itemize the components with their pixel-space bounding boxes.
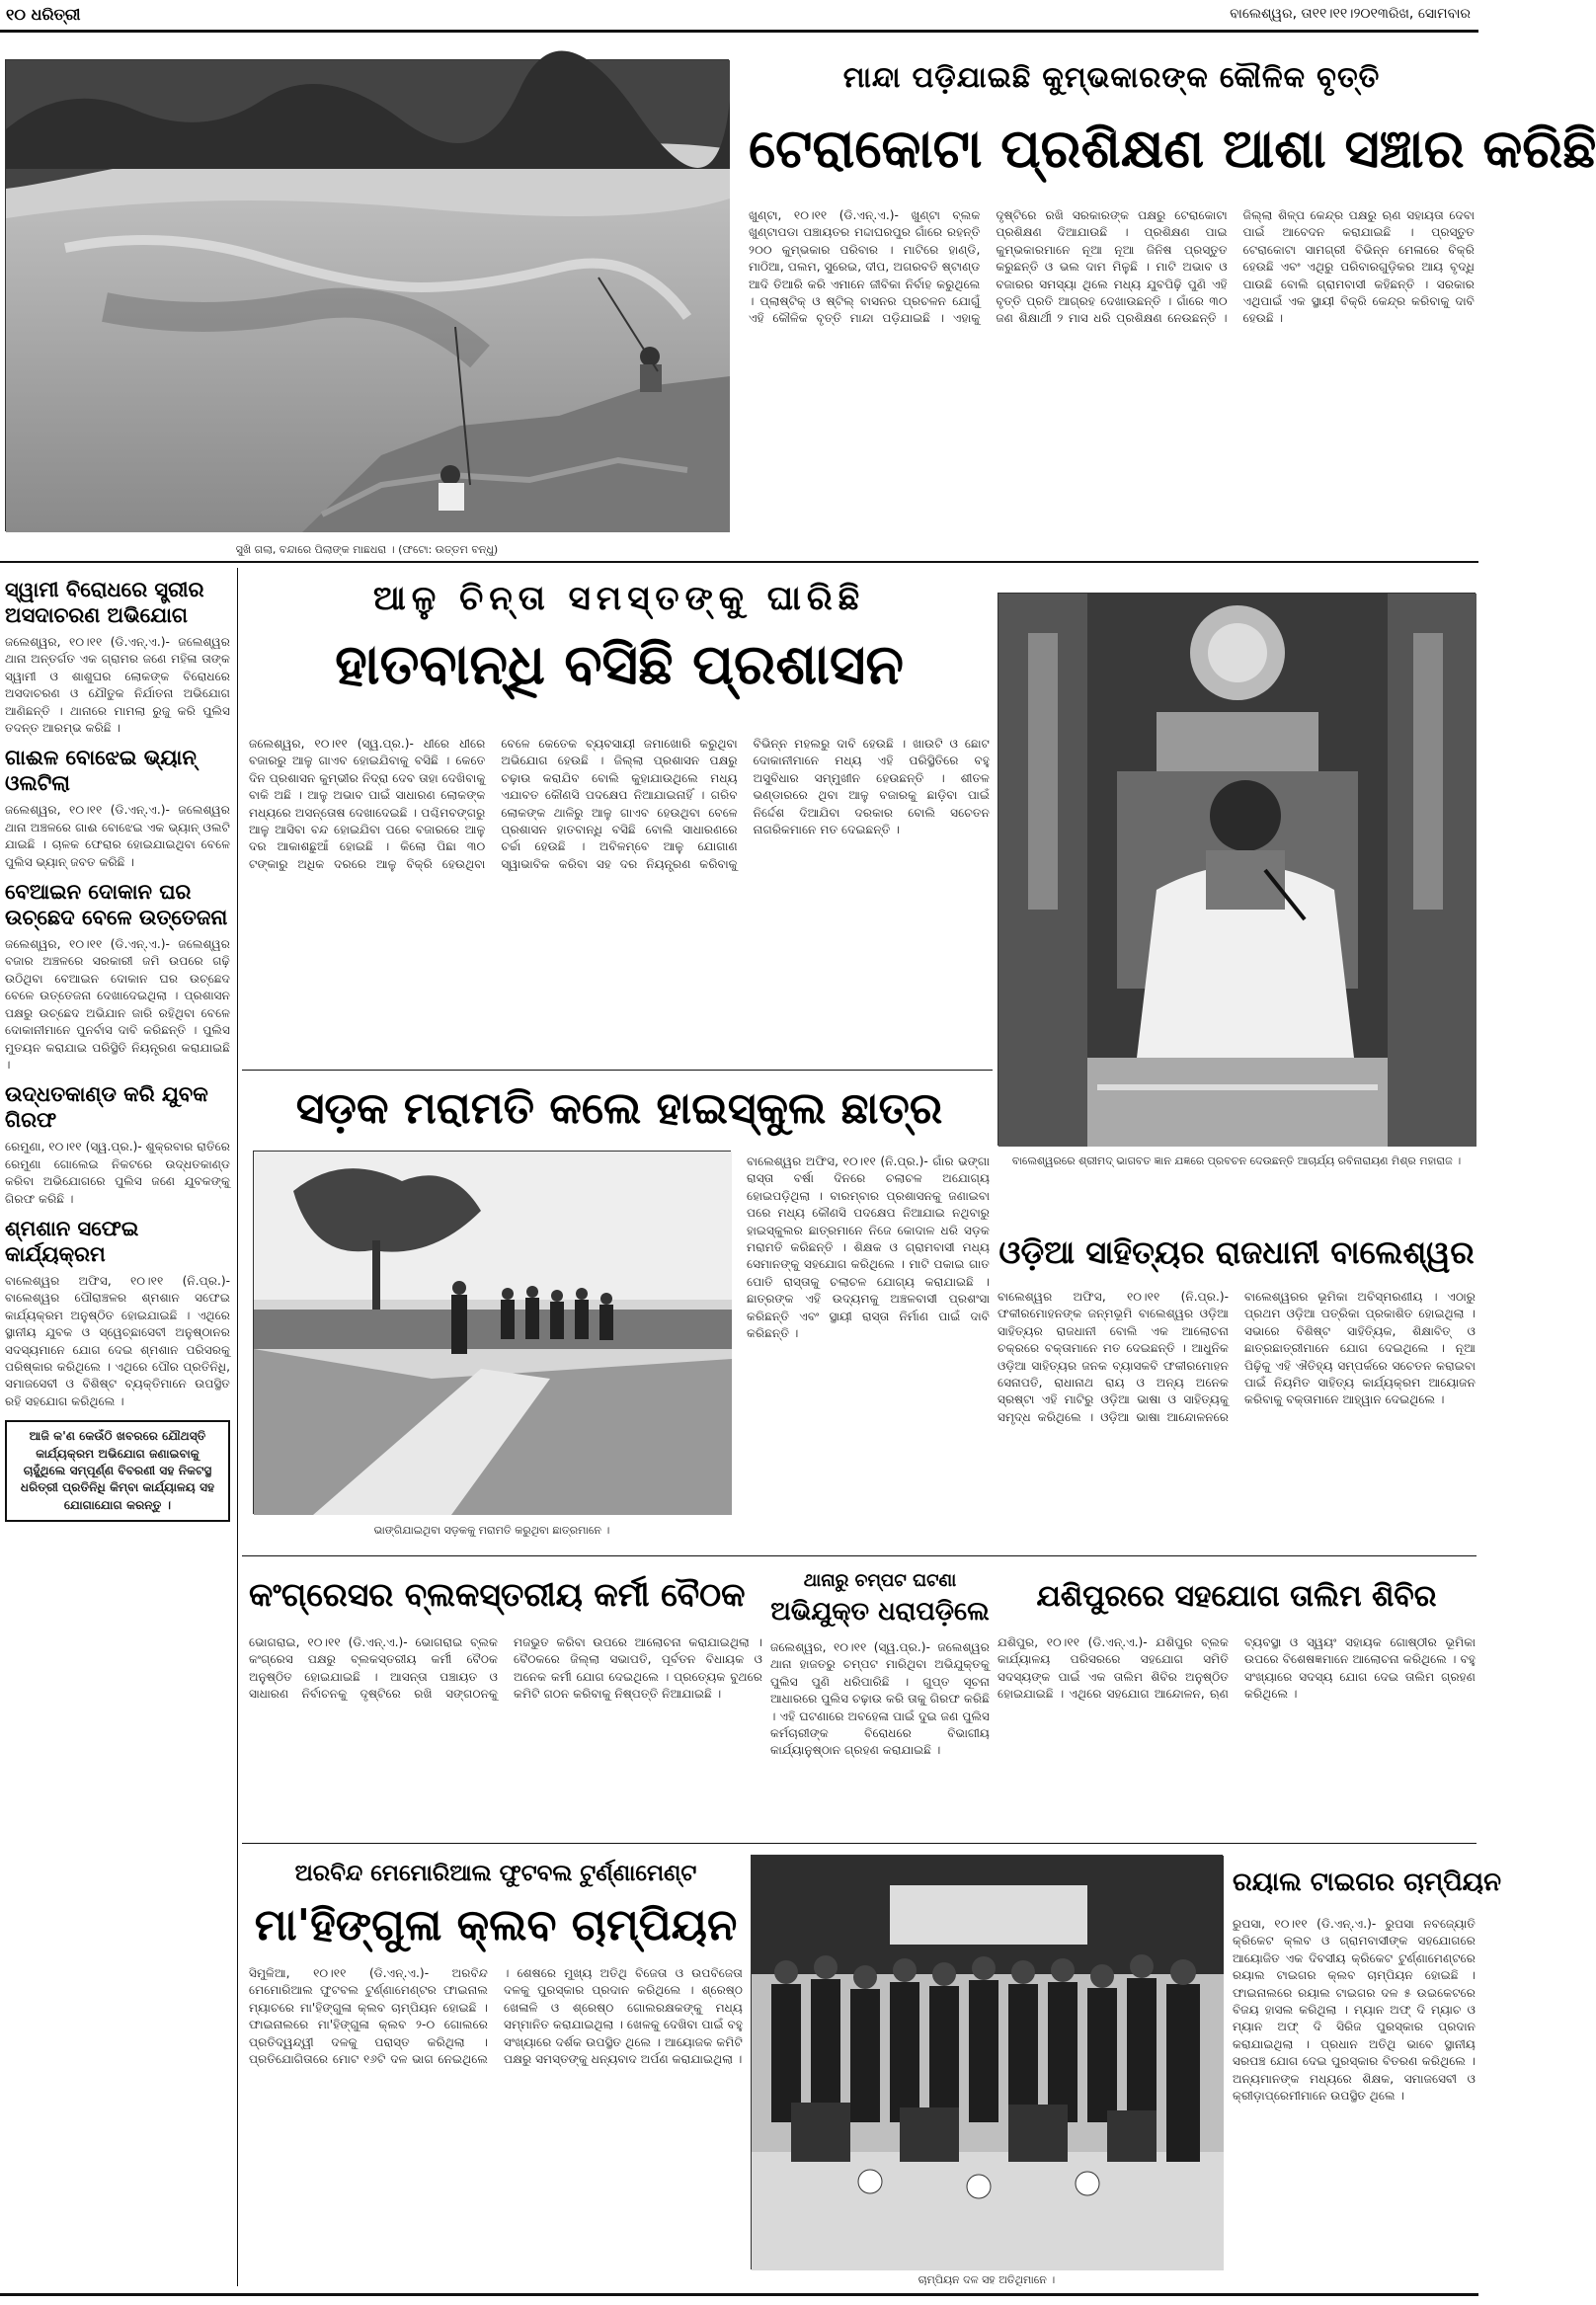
story8-headline: ଯଶିପୁରରେ ସହଯୋଗ ତାଲିମ ଶିବିର — [1036, 1579, 1437, 1614]
football-photo-caption: ଚାମ୍ପିୟନ ଦଳ ସହ ଅତିଥିମାନେ । — [918, 2273, 1056, 2286]
story4-headline: ସଡ଼କ ମରାମତି କଲେ ହାଇସ୍କୁଲ ଛାତ୍ର — [295, 1083, 943, 1134]
story6-headline: କଂଗ୍ରେସର ବ୍ଲକସ୍ତରୀୟ କର୍ମୀ ବୈଠକ — [249, 1575, 746, 1614]
story4-body: ବାଲେଶ୍ୱର ଅଫିସ, ୧୦।୧୧ (ନି.ପ୍ର.)- ଗାଁର ଭଙ୍ଗା ରାସ୍ତା ବର୍ଷା ଦିନରେ ଚଲାଚଳ ଅଯୋଗ୍ୟ ହୋଇପଡ଼ିଥିଲା । ବାରମ୍ବାର ପ୍ରଶାସନକୁ ଜଣାଇବା ପରେ ମଧ୍ୟ କୌଣସି ପଦକ୍ଷେପ ନିଆଯାଇ ନଥିବାରୁ ହାଇସ୍କୁଲର ଛାତ୍ରମାନେ ନିଜେ କୋଦାଳ ଧରି ସଡ଼କ ମରାମତି କରିଛନ୍ତି । ଶିକ୍ଷକ ଓ ଗ୍ରାମବାସୀ ମଧ୍ୟ ସେମାନଙ୍କୁ ସହଯୋଗ କରିଥିଲେ । ମାଟି ପକାଇ ଗାତ ପୋତି ରାସ୍ତାକୁ ଚଲାଚଳ ଯୋଗ୍ୟ କରାଯାଇଛି । ଛାତ୍ରଙ୍କ ଏହି ଉଦ୍ୟମକୁ ଅଞ୍ଚଳବାସୀ ପ୍ରଶଂସା କରିଛନ୍ତି ଏବଂ ସ୍ଥାୟୀ ରାସ୍ତା ନିର୍ମାଣ ପାଇଁ ଦାବି କରିଛନ୍ତି । — [747, 1154, 990, 1341]
sidebar-s1-headline: ସ୍ୱାମୀ ବିରୋଧରେ ସ୍ତ୍ରୀର ଅସଦାଚରଣ ଅଭିଯୋଗ — [5, 578, 204, 627]
story9-headline: ମା'ହିଙ୍ଗୁଳା କ୍ଲବ ଚାମ୍ପିୟନ — [254, 1900, 738, 1950]
story2-headline: ହାତବାନ୍ଧି ବସିଛି ପ୍ରଶାସନ — [335, 633, 904, 697]
story6-body: ଭୋଗରାଇ, ୧୦।୧୧ (ଡି.ଏନ୍.ଏ.)- ଭୋଗରାଇ ବ୍ଲକ କଂଗ୍ରେସ ପକ୍ଷରୁ ବ୍ଲକସ୍ତରୀୟ କର୍ମୀ ବୈଠକ ଅନୁଷ୍ଠିତ ହୋଇଯାଇଛି । ଆସନ୍ତା ପଞ୍ଚାୟତ ଓ ସାଧାରଣ ନିର୍ବାଚନକୁ ଦୃଷ୍ଟିରେ ରଖି ସଙ୍ଗଠନକୁ ମଜଭୁତ କରିବା ଉପରେ ଆଲୋଚନା କରାଯାଇଥିଲା । ବୈଠକରେ ଜିଲ୍ଲା ସଭାପତି, ପୂର୍ବତନ ବିଧାୟକ ଓ ଅନେକ କର୍ମୀ ଯୋଗ ଦେଇଥିଲେ । ପ୍ରତ୍ୟେକ ବୁଥରେ କମିଟି ଗଠନ କରିବାକୁ ନିଷ୍ପତ୍ତି ନିଆଯାଇଛି । — [249, 1635, 762, 1702]
story1-headline: ଟେରାକୋଟା ପ୍ରଶିକ୍ଷଣ ଆଶା ସଞ୍ଚାର କରିଛି — [749, 118, 1596, 180]
story10-headline-box — [1233, 1859, 1502, 1908]
rule-under-story1 — [0, 561, 1478, 563]
story7-headline: ଅଭିଯୁକ୍ତ ଧରାପଡ଼ିଲେ — [770, 1597, 990, 1627]
road-photo — [253, 1151, 731, 1514]
sidebar-notice-box: ଆଜି କ'ଣ କେଉଁଠି ଖବରରେ ଯୌଥସ୍ତି କାର୍ଯ୍ୟକ୍ରମ ଅଭିଯୋଗ ଜଣାଇବାକୁ ଚାହୁଁଥିଲେ ସମ୍ପୂର୍ଣ୍ଣ ବିବରଣୀ ସହ ନିକଟସ୍ଥ ଧରିତ୍ରୀ ପ୍ରତିନିଧି କିମ୍ବା କାର୍ଯ୍ୟାଳୟ ସହ ଯୋଗାଯୋଗ କରନ୍ତୁ । — [5, 1420, 230, 1522]
bottom-rule — [0, 2293, 1478, 2296]
story5-headline-box — [998, 1225, 1476, 1282]
masthead-rule — [0, 30, 1478, 33]
sidebar-left — [5, 571, 230, 2284]
story10-body: ରୁପସା, ୧୦।୧୧ (ଡି.ଏନ୍.ଏ.)- ରୁପସା ନବଜ୍ୟୋତି କ୍ରିକେଟ କ୍ଲବ ଓ ଗ୍ରାମବାସୀଙ୍କ ସହଯୋଗରେ ଆୟୋଜିତ ଏକ ଦିବସୀୟ କ୍ରିକେଟ ଟୁର୍ଣ୍ଣାମେଣ୍ଟରେ ରୟାଲ ଟାଇଗର କ୍ଲବ ଚାମ୍ପିୟନ ହୋଇଛି । ଫାଇନାଲରେ ରୟାଲ ଟାଇଗର ଦଳ ୫ ଉଇକେଟରେ ବିଜୟ ହାସଲ କରିଥିଲା । ମ୍ୟାନ ଅଫ୍ ଦି ମ୍ୟାଚ ଓ ମ୍ୟାନ ଅଫ୍ ଦି ସିରିଜ ପୁରସ୍କାର ପ୍ରଦାନ କରାଯାଇଥିଲା । ପ୍ରଧାନ ଅତିଥି ଭାବେ ସ୍ଥାନୀୟ ସରପଞ୍ଚ ଯୋଗ ଦେଇ ପୁରସ୍କାର ବିତରଣ କରିଥିଲେ । ଅନ୍ୟମାନଙ୍କ ମଧ୍ୟରେ ଶିକ୍ଷକ, ସମାଜସେବୀ ଓ କ୍ରୀଡ଼ାପ୍ରେମୀମାନେ ଉପସ୍ଥିତ ଥିଲେ । — [1233, 1917, 1476, 2104]
story7-body: ଜଲେଶ୍ୱର, ୧୦।୧୧ (ସ୍ୱ.ପ୍ର.)- ଜଲେଶ୍ୱର ଥାନା ହାଜତରୁ ଚମ୍ପଟ ମାରିଥିବା ଅଭିଯୁକ୍ତକୁ ପୁଲିସ ପୁଣି ଧରିପାରିଛି । ଗୁପ୍ତ ସୂଚନା ଆଧାରରେ ପୁଲିସ ଚଢ଼ାଉ କରି ତାକୁ ଗିରଫ କରିଛି । ଏହି ଘଟଣାରେ ଅବହେଳା ପାଇଁ ଦୁଇ ଜଣ ପୁଲିସ କର୍ମଚାରୀଙ୍କ ବିରୋଧରେ ବିଭାଗୀୟ କାର୍ଯ୍ୟାନୁଷ୍ଠାନ ଗ୍ରହଣ କରାଯାଇଛି । — [770, 1640, 990, 1758]
priest-photo-caption: ବାଲେଶ୍ୱରରେ ଶ୍ରୀମଦ୍ ଭାଗବତ ଜ୍ଞାନ ଯଜ୍ଞରେ ପ୍ରବଚନ ଦେଉଛନ୍ତି ଆଚାର୍ଯ୍ୟ ରବିନାରାୟଣ ମିଶ୍ର ମହାରାଜ । — [1011, 1154, 1462, 1167]
pond-photo-caption: ସୁଖି ଗଲା, ବନ୍ଦାରେ ପିଲାଙ୍କ ମାଛଧରା । (ଫଟୋ: ଉତ୍ତମ ବନ୍ଧୁ) — [235, 543, 499, 556]
story8-headline-box — [998, 1572, 1476, 1624]
story1-kicker-box — [749, 57, 1475, 101]
rule-mid-3 — [242, 1843, 1476, 1844]
sidebar-s5-headline: ଶ୍ମଶାନ ସଫେଇ କାର୍ଯ୍ୟକ୍ରମ — [5, 1216, 139, 1266]
story10-headline: ରୟାଲ ଟାଇଗର ଚାମ୍ପିୟନ — [1233, 1868, 1502, 1897]
sidebar-s3-headline: ବେଆଇନ ଦୋକାନ ଘର ଉଚ୍ଛେଦ ବେଳେ ଉତ୍ତେଜନା — [5, 880, 228, 930]
sidebar-s4-headline: ଉଦ୍ଧତକାଣ୍ଡ କରି ଯୁବକ ଗିରଫ — [5, 1082, 208, 1133]
football-team-photo — [751, 1855, 1223, 2269]
story1-kicker: ମାନ୍ଦା ପଡ଼ିଯାଇଛି କୁମ୍ଭକାରଙ୍କ କୌଳିକ ବୃତ୍ତି — [842, 60, 1381, 94]
pond-photo — [5, 59, 729, 531]
story9-body: ସିମୁଳିଆ, ୧୦।୧୧ (ଡି.ଏନ୍.ଏ.)- ଅରବିନ୍ଦ ମେମୋରିଆଲ ଫୁଟବଲ ଟୁର୍ଣ୍ଣାମେଣ୍ଟର ଫାଇନାଲ ମ୍ୟାଚରେ ମା'ହିଙ୍ଗୁଳା କ୍ଲବ ଚାମ୍ପିୟନ ହୋଇଛି । ଫାଇନାଲରେ ମା'ହିଙ୍ଗୁଳା କ୍ଲବ ୨-୦ ଗୋଲରେ ପ୍ରତିଦ୍ୱନ୍ଦ୍ୱୀ ଦଳକୁ ପରାସ୍ତ କରିଥିଲା । ପ୍ରତିଯୋଗିତାରେ ମୋଟ ୧୬ଟି ଦଳ ଭାଗ ନେଇଥିଲେ । ଶେଷରେ ମୁଖ୍ୟ ଅତିଥି ବିଜେତା ଓ ଉପବିଜେତା ଦଳକୁ ପୁରସ୍କାର ପ୍ରଦାନ କରିଥିଲେ । ଶ୍ରେଷ୍ଠ ଖେଳାଳି ଓ ଶ୍ରେଷ୍ଠ ଗୋଲରକ୍ଷକଙ୍କୁ ମଧ୍ୟ ସମ୍ମାନିତ କରାଯାଇଥିଲା । ଖେଳକୁ ଦେଖିବା ପାଇଁ ବହୁ ସଂଖ୍ୟାରେ ଦର୍ଶକ ଉପସ୍ଥିତ ଥିଲେ । ଆୟୋଜକ କମିଟି ପକ୍ଷରୁ ସମସ୍ତଙ୍କୁ ଧନ୍ୟବାଦ ଅର୍ପଣ କରାଯାଇଥିଲା । — [249, 1966, 743, 2067]
story9-headline-box — [249, 1896, 743, 1957]
story2-body: ଜଲେଶ୍ୱର, ୧୦।୧୧ (ସ୍ୱ.ପ୍ର.)- ଧୀରେ ଧୀରେ ବଜାରରୁ ଆଳୁ ଗାଏବ ହୋଇଯିବାକୁ ବସିଛି । କେତେ ଦିନ ପ୍ରଶାସନ କୁମ୍ଭୀର ନିଦ୍ରା ଦେବ ତାହା ଦେଖିବାକୁ ବାକି ଅଛି । ଆଳୁ ଅଭାବ ପାଇଁ ସାଧାରଣ ଲୋକଙ୍କ ମଧ୍ୟରେ ଅସନ୍ତୋଷ ଦେଖାଦେଇଛି । ପଶ୍ଚିମବଙ୍ଗରୁ ଆଳୁ ଆସିବା ବନ୍ଦ ହୋଇଯିବା ପରେ ବଜାରରେ ଆଳୁ ଦର ଆକାଶଛୁଆଁ ହୋଇଛି । କିଲୋ ପିଛା ୩୦ ଟଙ୍କାରୁ ଅଧିକ ଦରରେ ଆଳୁ ବିକ୍ରି ହେଉଥିବା ବେଳେ କେତେକ ବ୍ୟବସାୟୀ ଜମାଖୋରି କରୁଥିବା ଅଭିଯୋଗ ହେଉଛି । ଜିଲ୍ଲା ପ୍ରଶାସନ ପକ୍ଷରୁ ଚଢ଼ାଉ କରାଯିବ ବୋଲି କୁହାଯାଉଥିଲେ ମଧ୍ୟ ଏଯାବତ କୌଣସି ପଦକ୍ଷେପ ନିଆଯାଇନାହିଁ । ଗରିବ ଲୋକଙ୍କ ଥାଳିରୁ ଆଳୁ ଗାଏବ ହେଉଥିବା ବେଳେ ପ୍ରଶାସନ ହାତବାନ୍ଧି ବସିଛି ବୋଲି ସାଧାରଣରେ ଚର୍ଚ୍ଚା ହେଉଛି । ଅବିଳମ୍ବେ ଆଳୁ ଯୋଗାଣ ସ୍ୱାଭାବିକ କରିବା ସହ ଦର ନିୟନ୍ତ୍ରଣ କରିବାକୁ ବିଭିନ୍ନ ମହଲରୁ ଦାବି ହେଉଛି । ଖାଉଟି ଓ ଛୋଟ ଦୋକାନୀମାନେ ମଧ୍ୟ ଏହି ପରିସ୍ଥିତିରେ ବହୁ ଅସୁବିଧାର ସମ୍ମୁଖୀନ ହେଉଛନ୍ତି । ଶୀତଳ ଭଣ୍ଡାରରେ ଥିବା ଆଳୁ ବଜାରକୁ ଛାଡ଼ିବା ପାଇଁ ନିର୍ଦ୍ଦେଶ ଦିଆଯିବା ଦରକାର ବୋଲି ସଚେତନ ନାଗରିକମାନେ ମତ ଦେଇଛନ୍ତି । — [249, 737, 990, 871]
sidebar-s5-body: ବାଲେଶ୍ୱର ଅଫିସ, ୧୦।୧୧ (ନି.ପ୍ର.)- ବାଲେଶ୍ୱର ପୌରାଞ୍ଚଳର ଶ୍ମଶାନ ସଫେଇ କାର୍ଯ୍ୟକ୍ରମ ଅନୁଷ୍ଠିତ ହୋଇଯାଇଛି । ଏଥିରେ ସ୍ଥାନୀୟ ଯୁବକ ଓ ସ୍ୱେଚ୍ଛାସେବୀ ଅନୁଷ୍ଠାନର ସଦସ୍ୟମାନେ ଯୋଗ ଦେଇ ଶ୍ମଶାନ ପରିସରକୁ ପରିଷ୍କାର କରିଥିଲେ । ଏଥିରେ ପୌର ପ୍ରତିନିଧି, ସମାଜସେବୀ ଓ ବିଶିଷ୍ଟ ବ୍ୟକ୍ତିମାନେ ଉପସ୍ଥିତ ରହି ସହଯୋଗ କରିଥିଲେ । — [5, 1273, 230, 1408]
sidebar-s2-headline: ଗାଈଳ ବୋଝେଇ ଭ୍ୟାନ୍ ଓଲଟିଲା — [5, 746, 197, 796]
story1-headline-box — [749, 107, 1596, 196]
story6-headline-box — [249, 1568, 762, 1624]
story5-body: ବାଲେଶ୍ୱର ଅଫିସ, ୧୦।୧୧ (ନି.ପ୍ର.)- ଫକୀରମୋହନଙ୍କ ଜନ୍ମଭୂମି ବାଲେଶ୍ୱର ଓଡ଼ିଆ ସାହିତ୍ୟର ରାଜଧାନୀ ବୋଲି ଏକ ଆଲୋଚନା ଚକ୍ରରେ ବକ୍ତାମାନେ ମତ ଦେଇଛନ୍ତି । ଆଧୁନିକ ଓଡ଼ିଆ ସାହିତ୍ୟର ଜନକ ବ୍ୟାସକବି ଫକୀରମୋହନ ସେନାପତି, ରାଧାନାଥ ରାୟ ଓ ଅନ୍ୟ ଅନେକ ସ୍ରଷ୍ଟା ଏହି ମାଟିରୁ ଓଡ଼ିଆ ଭାଷା ଓ ସାହିତ୍ୟକୁ ସମୃଦ୍ଧ କରିଥିଲେ । ଓଡ଼ିଆ ଭାଷା ଆନ୍ଦୋଳନରେ ବାଲେଶ୍ୱରର ଭୂମିକା ଅବିସ୍ମରଣୀୟ । ଏଠାରୁ ପ୍ରଥମ ଓଡ଼ିଆ ପତ୍ରିକା ପ୍ରକାଶିତ ହୋଇଥିଲା । ସଭାରେ ବିଶିଷ୍ଟ ସାହିତ୍ୟିକ, ଶିକ୍ଷାବିତ୍ ଓ ଛାତ୍ରଛାତ୍ରୀମାନେ ଯୋଗ ଦେଇଥିଲେ । ନୂଆ ପିଢ଼ିକୁ ଏହି ଐତିହ୍ୟ ସମ୍ପର୍କରେ ସଚେତନ କରାଇବା ପାଇଁ ନିୟମିତ ସାହିତ୍ୟ କାର୍ଯ୍ୟକ୍ରମ ଆୟୋଜନ କରିବାକୁ ବକ୍ତାମାନେ ଆହ୍ୱାନ ଦେଇଥିଲେ । — [998, 1290, 1476, 1424]
story8-body: ଯଶିପୁର, ୧୦।୧୧ (ଡି.ଏନ୍.ଏ.)- ଯଶିପୁର ବ୍ଲକ କାର୍ଯ୍ୟାଳୟ ପରିସରରେ ସହଯୋଗ ସମିତି ସଦସ୍ୟଙ୍କ ପାଇଁ ଏକ ତାଲିମ ଶିବିର ଅନୁଷ୍ଠିତ ହୋଇଯାଇଛି । ଏଥିରେ ସହଯୋଗ ଆନ୍ଦୋଳନ, ଋଣ ବ୍ୟବସ୍ଥା ଓ ସ୍ୱୟଂ ସହାୟକ ଗୋଷ୍ଠୀର ଭୂମିକା ଉପରେ ବିଶେଷଜ୍ଞମାନେ ଆଲୋଚନା କରିଥିଲେ । ବହୁ ସଂଖ୍ୟାରେ ସଦସ୍ୟ ଯୋଗ ଦେଇ ତାଲିମ ଗ୍ରହଣ କରିଥିଲେ । — [998, 1635, 1476, 1702]
dateline: ବାଲେଶ୍ୱର, ତା୧୧।୧୧।୨୦୧୩ରିଖ, ସୋମବାର — [1230, 6, 1471, 22]
rule-mid-2 — [242, 1555, 1476, 1556]
sidebar-s4-body: ରେମୁଣା, ୧୦।୧୧ (ସ୍ୱ.ପ୍ର.)- ଶୁକ୍ରବାର ରାତିରେ ରେମୁଣା ଗୋଲେଇ ନିକଟରେ ଉଦ୍ଧତକାଣ୍ଡ କରିବା ଅଭିଯୋଗରେ ପୁଲିସ ଜଣେ ଯୁବକଙ୍କୁ ଗିରଫ କରିଛି । — [5, 1140, 230, 1206]
story5-headline: ଓଡ଼ିଆ ସାହିତ୍ୟର ରାଜଧାନୀ ବାଲେଶ୍ୱର — [998, 1233, 1475, 1271]
story9-kicker: ଅରବିନ୍ଦ ମେମୋରିଆଲ ଫୁଟବଲ ଟୁର୍ଣ୍ଣାମେଣ୍ଟ — [294, 1861, 697, 1886]
masthead — [0, 0, 1478, 30]
road-photo-caption: ଭାଙ୍ଗିଯାଇଥିବା ସଡ଼କକୁ ମରାମତି କରୁଥିବା ଛାତ୍ରମାନେ । — [373, 1524, 610, 1537]
story2-kicker-box — [249, 575, 990, 624]
sidebar-rule — [237, 568, 238, 2286]
story7-kicker: ଥାନାରୁ ଚମ୍ପଟ ଘଟଣା — [803, 1570, 957, 1591]
sidebar-s2-body: ଜଲେଶ୍ୱର, ୧୦।୧୧ (ଡି.ଏନ୍.ଏ.)- ଜଲେଶ୍ୱର ଥାନା ଅଞ୍ଚଳରେ ଗାଈ ବୋଝେଇ ଏକ ଭ୍ୟାନ୍ ଓଲଟି ଯାଇଛି । ଚାଳକ ଫେରାର ହୋଇଯାଇଥିବା ବେଳେ ପୁଲିସ ଭ୍ୟାନ୍ ଜବତ କରିଛି । — [5, 803, 230, 869]
story2-headline-box — [249, 628, 990, 705]
story4-headline-box — [249, 1078, 990, 1142]
priest-photo — [998, 593, 1476, 1146]
page-label: ୧୦ ଧରିତ୍ରୀ — [6, 5, 81, 24]
rule-mid-1 — [242, 1070, 993, 1071]
story7-heading-box — [770, 1568, 990, 1633]
story9-kicker-box — [249, 1857, 743, 1892]
story1-body: ଖୁଣ୍ଟା, ୧୦।୧୧ (ଡି.ଏନ୍.ଏ.)- ଖୁଣ୍ଟା ବ୍ଲକ ଖୁଣ୍ଟାପଡା ପଞ୍ଚାୟତର ମଦ୍ଦାଘରପୁର ଗାଁରେ ରହନ୍ତି ୨୦୦ କୁମ୍ଭକାର ପରିବାର । ମାଟିରେ ହାଣ୍ଡି, ମାଠିଆ, ପଲମ, ସୁରେଇ, ଦୀପ, ଅଗରବତି ଷ୍ଟାଣ୍ଡ ଆଦି ତିଆରି କରି ଏମାନେ ଜୀବିକା ନିର୍ବାହ କରୁଥିଲେ । ପ୍ଲାଷ୍ଟିକ୍ ଓ ଷ୍ଟିଲ୍ ବାସନର ପ୍ରଚଳନ ଯୋଗୁଁ ଏହି କୌଳିକ ବୃତ୍ତି ମାନ୍ଦା ପଡ଼ିଯାଇଛି । ଏହାକୁ ଦୃଷ୍ଟିରେ ରଖି ସରକାରଙ୍କ ପକ୍ଷରୁ ଟେରାକୋଟା ପ୍ରଶିକ୍ଷଣ ଦିଆଯାଉଛି । ପ୍ରଶିକ୍ଷଣ ପାଇ କୁମ୍ଭକାରମାନେ ନୂଆ ନୂଆ ଜିନିଷ ପ୍ରସ୍ତୁତ କରୁଛନ୍ତି ଓ ଭଲ ଦାମ ମିଳୁଛି । ମାଟି ଅଭାବ ଓ ବଜାରର ସମସ୍ୟା ଥିଲେ ମଧ୍ୟ ଯୁବପିଢ଼ି ପୁଣି ଏହି ବୃତ୍ତି ପ୍ରତି ଆଗ୍ରହ ଦେଖାଉଛନ୍ତି । ଗାଁରେ ୩୦ ଜଣ ଶିକ୍ଷାର୍ଥୀ ୨ ମାସ ଧରି ପ୍ରଶିକ୍ଷଣ ନେଉଛନ୍ତି । ଜିଲ୍ଲା ଶିଳ୍ପ କେନ୍ଦ୍ର ପକ୍ଷରୁ ଋଣ ସହାୟତା ଦେବା ପାଇଁ ଆବେଦନ କରାଯାଇଛି । ପ୍ରସ୍ତୁତ ଟେରାକୋଟା ସାମଗ୍ରୀ ବିଭିନ୍ନ ମେଳାରେ ବିକ୍ରି ହେଉଛି ଏବଂ ଏଥିରୁ ପରିବାରଗୁଡ଼ିକର ଆୟ ବୃଦ୍ଧି ପାଉଛି ବୋଲି ଗ୍ରାମବାସୀ କହିଛନ୍ତି । ସରକାର ଏଥିପାଇଁ ଏକ ସ୍ଥାୟୀ ବିକ୍ରି କେନ୍ଦ୍ର କରିବାକୁ ଦାବି ହେଉଛି । — [749, 208, 1475, 326]
sidebar-s3-body: ଜଲେଶ୍ୱର, ୧୦।୧୧ (ଡି.ଏନ୍.ଏ.)- ଜଲେଶ୍ୱର ବଜାର ଅଞ୍ଚଳରେ ସରକାରୀ ଜମି ଉପରେ ଗଢ଼ି ଉଠିଥିବା ବେଆଇନ ଦୋକାନ ଘର ଉଚ୍ଛେଦ ବେଳେ ଉତ୍ତେଜନା ଦେଖାଦେଇଥିଲା । ପ୍ରଶାସନ ପକ୍ଷରୁ ଉଚ୍ଛେଦ ଅଭିଯାନ ଜାରି ରହିଥିବା ବେଳେ ଦୋକାନୀମାନେ ପୁନର୍ବାସ ଦାବି କରିଛନ୍ତି । ପୁଲିସ ମୁତୟନ କରାଯାଇ ପରିସ୍ଥିତି ନିୟନ୍ତ୍ରଣ କରାଯାଇଛି । — [5, 937, 230, 1072]
story2-kicker: ଆଳୁ ଚିନ୍ତା ସମସ୍ତଙ୍କୁ ଘାରିଛି — [372, 579, 866, 618]
sidebar-s1-body: ଜଲେଶ୍ୱର, ୧୦।୧୧ (ଡି.ଏନ୍.ଏ.)- ଜଲେଶ୍ୱର ଥାନା ଅନ୍ତର୍ଗତ ଏକ ଗ୍ରାମର ଜଣେ ମହିଳା ତାଙ୍କ ସ୍ୱାମୀ ଓ ଶାଶୁଘର ଲୋକଙ୍କ ବିରୋଧରେ ଅସଦାଚରଣ ଓ ଯୌତୁକ ନିର୍ଯାତନା ଅଭିଯୋଗ ଆଣିଛନ୍ତି । ଥାନାରେ ମାମଲା ରୁଜୁ କରି ପୁଲିସ ତଦନ୍ତ ଆରମ୍ଭ କରିଛି । — [5, 635, 230, 736]
